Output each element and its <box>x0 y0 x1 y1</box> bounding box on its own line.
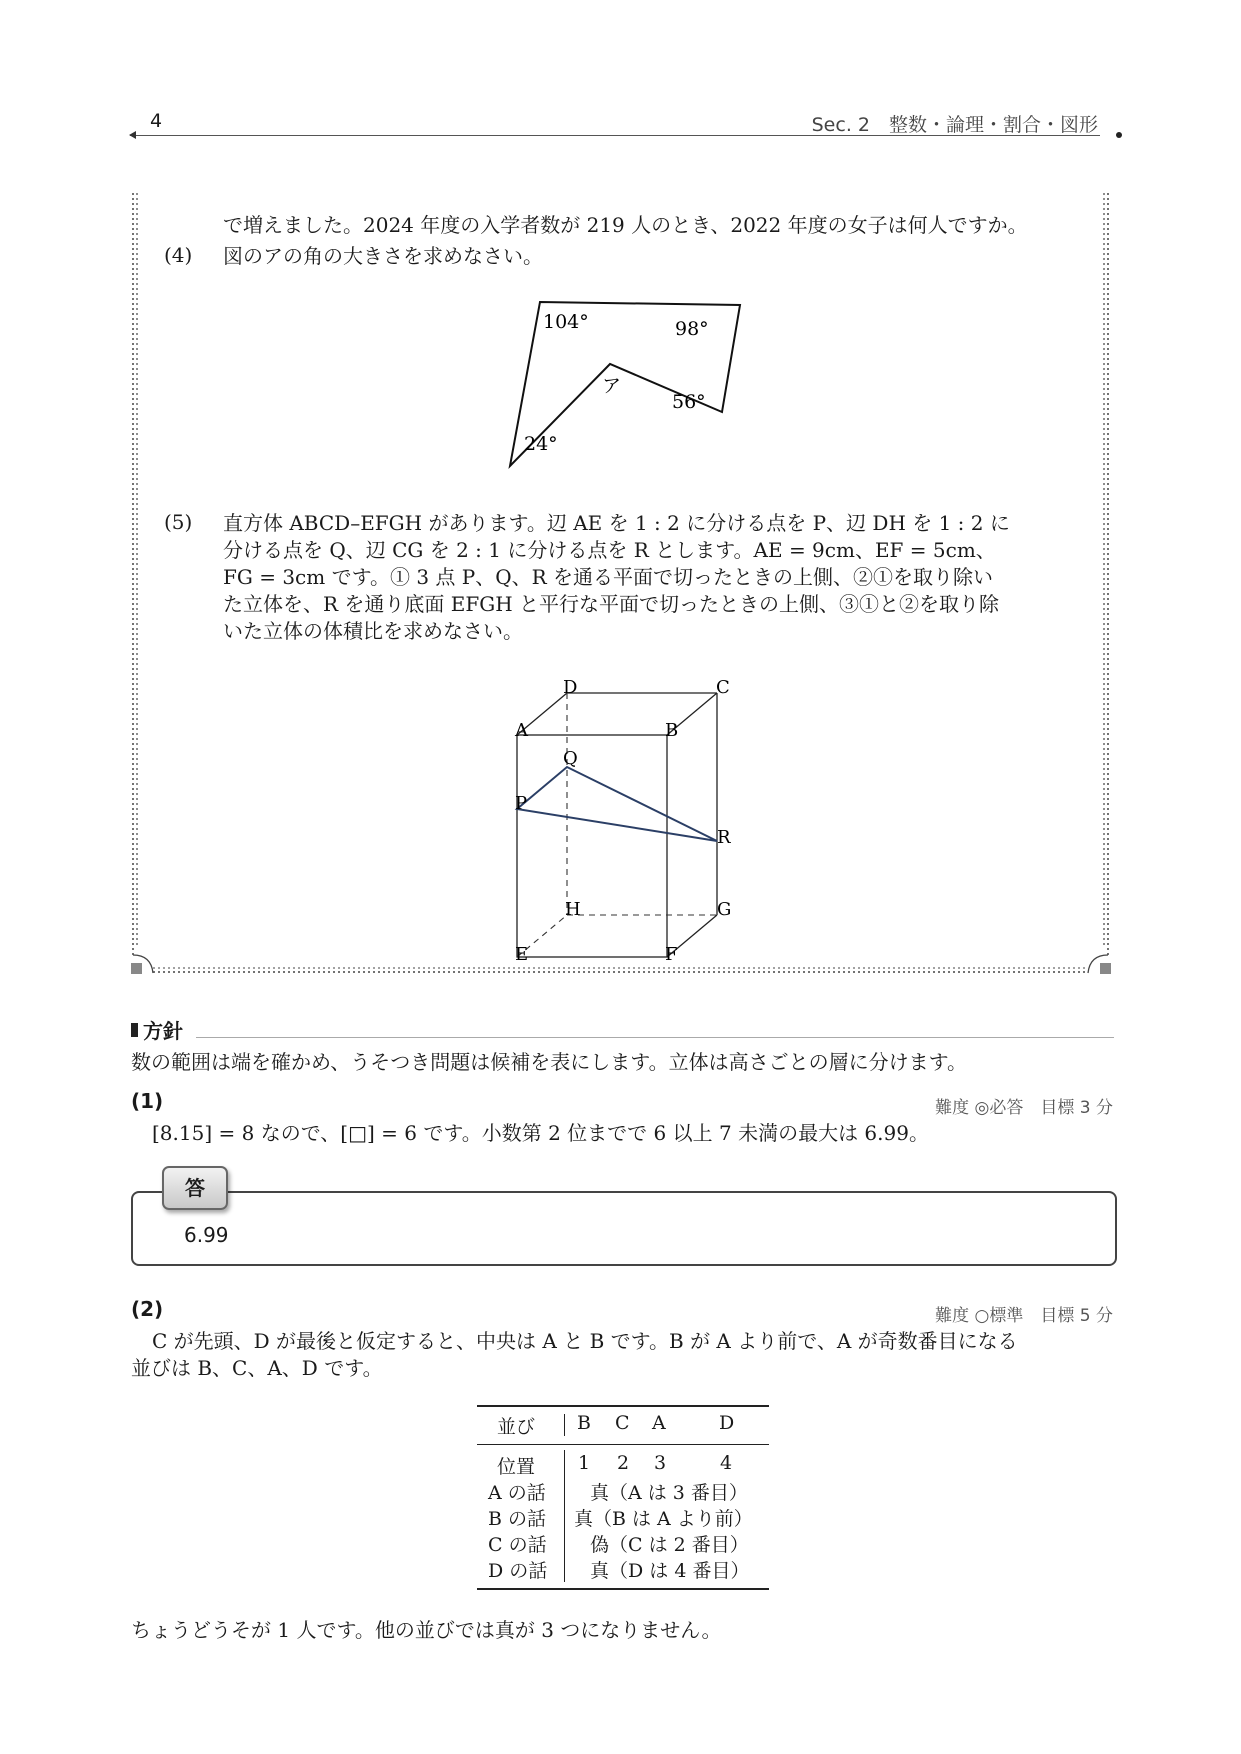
table-row-a-who: A の話 <box>488 1482 546 1504</box>
part1-text: [8.15] = 8 なので、[□] = 6 です。小数第 2 位までで 6 以上 7 未満の最大は 6.99。 <box>152 1121 929 1145</box>
table-position-label: 位置 <box>497 1456 536 1478</box>
table-position-2: 2 <box>617 1452 630 1474</box>
table-position-3: 3 <box>654 1452 667 1474</box>
part2-meta: 難度 ○標準 目標 5 分 <box>935 1306 1113 1326</box>
point-Q-label: Q <box>563 748 578 769</box>
part2-conclusion: ちょうどうそが 1 人です。他の並びでは真が 3 つになりません。 <box>131 1618 722 1642</box>
table-header-d: D <box>719 1412 735 1434</box>
vertex-F-label: F <box>665 944 678 965</box>
answer-tab: 答 <box>162 1166 228 1210</box>
part1-label: (1) <box>131 1089 164 1113</box>
q4-angle-figure <box>490 290 760 480</box>
policy-marker <box>131 1023 138 1037</box>
vertex-E-label: E <box>515 944 529 965</box>
angle-24-label: 24° <box>524 433 558 455</box>
vertex-A-label: A <box>515 720 528 741</box>
table-row-b-who: B の話 <box>488 1508 547 1530</box>
page-number: 4 <box>150 110 163 132</box>
vertex-H-label: H <box>565 899 581 920</box>
q5-cuboid-figure <box>505 670 755 970</box>
table-bottom-rule <box>477 1588 769 1590</box>
part1-meta: 難度 ◎必答 目標 3 分 <box>935 1098 1113 1118</box>
vertex-C-label: C <box>716 677 730 698</box>
q3-continuation: で増えました。2024 年度の入学者数が 219 人のとき、2022 年度の女子は何人ですか。 <box>223 213 1028 237</box>
table-row-d-who: D の話 <box>488 1560 548 1582</box>
cut-plane-pqr <box>517 767 717 841</box>
q5-line-1: 直方体 ABCD–EFGH があります。辺 AE を 1 : 2 に分ける点を P、辺 DH を 1 : 2 に <box>223 511 1010 535</box>
angle-104-label: 104° <box>543 311 589 333</box>
table-header-c: C <box>615 1412 630 1434</box>
angle-98-label: 98° <box>675 318 709 340</box>
cuboid-front-face <box>517 735 667 957</box>
header-right-marker <box>1116 132 1122 138</box>
q4-number: (4) <box>164 243 193 267</box>
header-rule <box>130 135 1100 136</box>
table-top-rule <box>477 1405 769 1407</box>
part2-label: (2) <box>131 1297 164 1321</box>
q5-number: (5) <box>164 510 193 534</box>
header-left-marker <box>129 131 136 139</box>
section-title: Sec. 2 整数・論理・割合・図形 <box>811 114 1098 136</box>
vertex-B-label: B <box>665 720 679 741</box>
policy-rule <box>196 1037 1114 1038</box>
table-row-a-result: 真（A は 3 番目） <box>590 1482 748 1504</box>
table-position-4: 4 <box>720 1452 733 1474</box>
policy-text: 数の範囲は端を確かめ、うそつき問題は候補を表にします。立体は高さごとの層に分けます。 <box>131 1050 967 1074</box>
q5-line-3: FG = 3cm です。① 3 点 P、Q、R を通る平面で切ったときの上側、②①を取り除い <box>223 565 994 589</box>
table-header-b: B <box>577 1412 591 1434</box>
table-row-c-result: 偽（C は 2 番目） <box>590 1534 749 1556</box>
q5-line-4: た立体を、R を通り底面 EFGH と平行な平面で切ったときの上側、③①と②を取り除 <box>223 592 1000 616</box>
table-row-d-result: 真（D は 4 番目） <box>590 1560 750 1582</box>
q5-line-5: いた立体の体積比を求めなさい。 <box>223 619 523 643</box>
point-R-label: R <box>717 827 731 848</box>
table-header-divider <box>564 1414 565 1436</box>
point-P-label: P <box>515 793 528 814</box>
policy-title: 方針 <box>143 1019 183 1043</box>
part2-text-line-1: C が先頭、D が最後と仮定すると、中央は A と B です。B が A より前で、A が奇数番目になる <box>152 1329 1018 1353</box>
q5-line-2: 分ける点を Q、辺 CG を 2 : 1 に分ける点を R とします。AE = 9cm、EF = 5cm、 <box>223 538 996 562</box>
answer-value: 6.99 <box>184 1223 229 1247</box>
table-header-label: 並び <box>497 1416 536 1438</box>
table-row-c-who: C の話 <box>488 1534 547 1556</box>
vertex-G-label: G <box>717 899 732 920</box>
table-body-divider <box>564 1450 565 1582</box>
answer-box <box>131 1191 1117 1266</box>
q4-text: 図のアの角の大きさを求めなさい。 <box>223 244 543 268</box>
table-position-1: 1 <box>578 1452 591 1474</box>
table-row-b-result: 真（B は A より前） <box>574 1508 753 1530</box>
vertex-D-label: D <box>563 677 578 698</box>
table-header-a: A <box>652 1412 666 1434</box>
table-mid-rule <box>477 1444 769 1445</box>
angle-target-label: ア <box>602 375 622 397</box>
part2-text-line-2: 並びは B、C、A、D です。 <box>131 1356 383 1380</box>
angle-56-label: 56° <box>672 391 706 413</box>
